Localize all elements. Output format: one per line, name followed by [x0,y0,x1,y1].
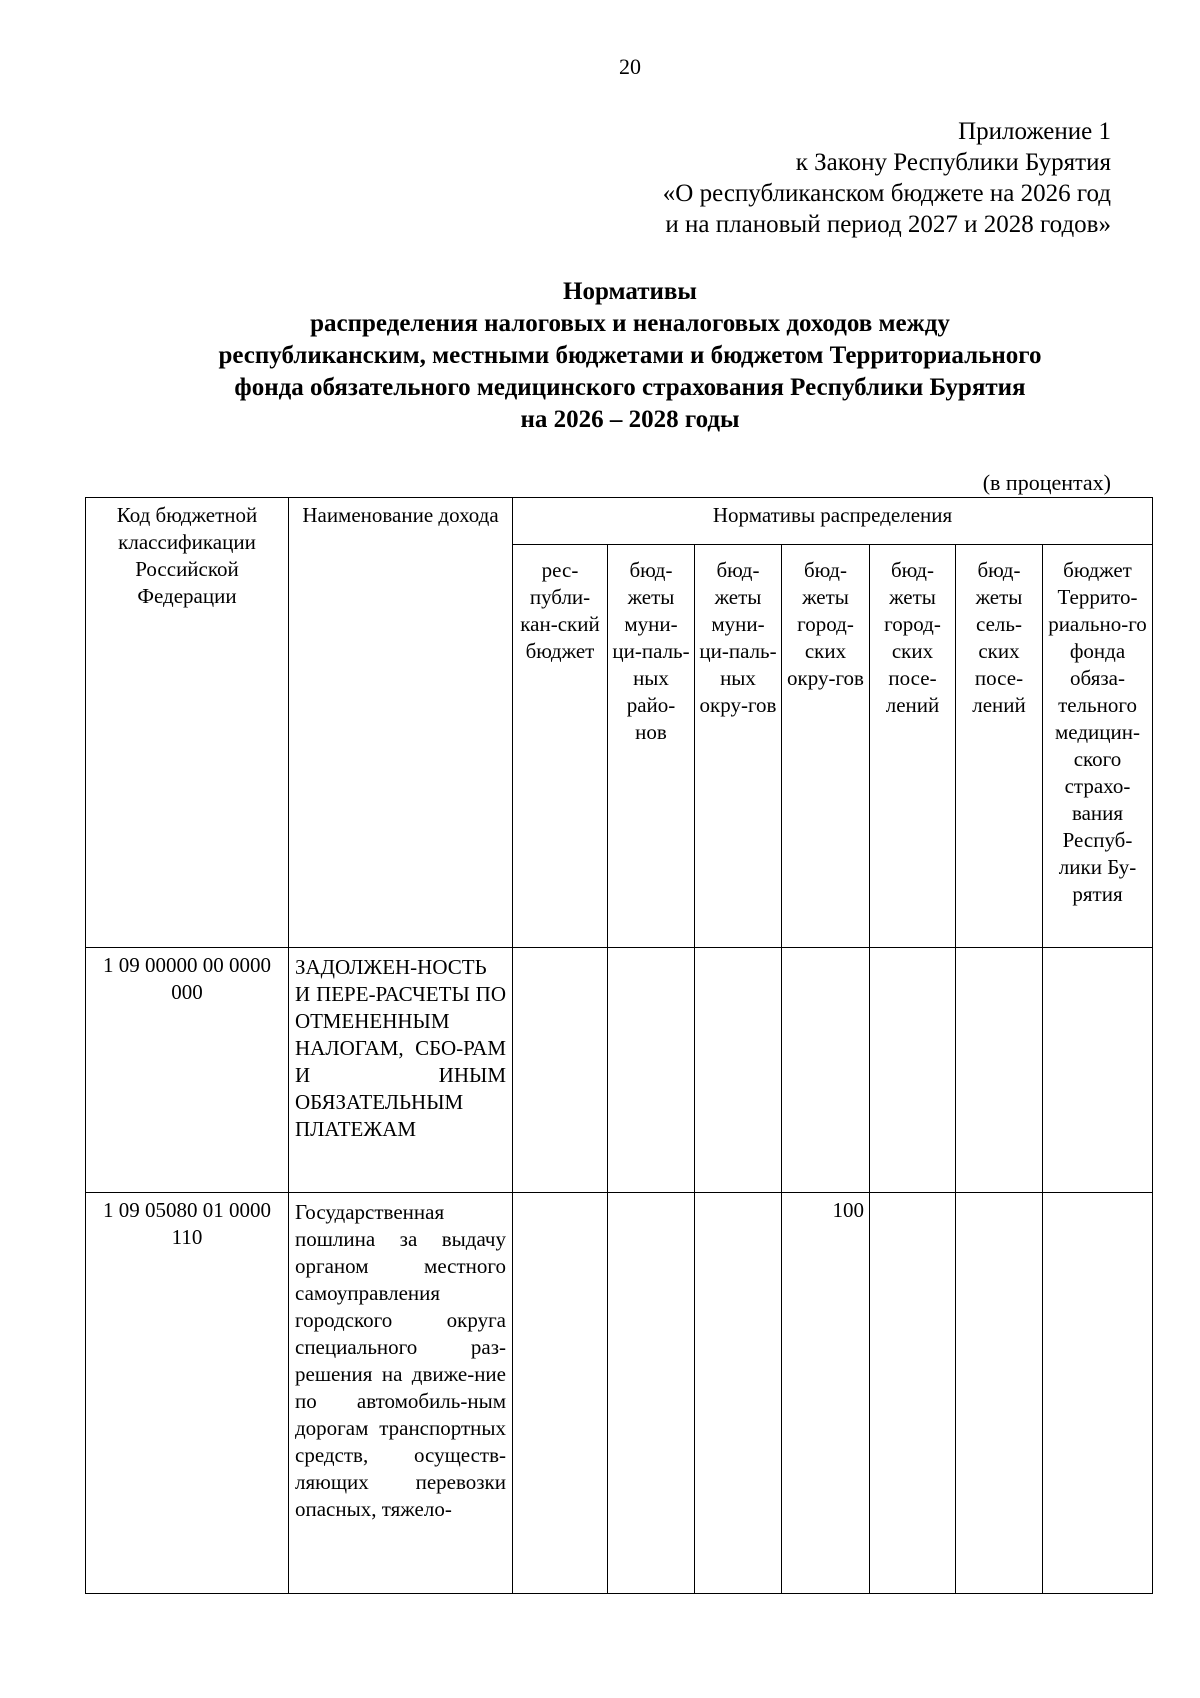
row-value [695,1193,782,1594]
row-name: Государственная пошлина за выдачу органом местного самоуправления городского округа специального раз-решения на движе-ние по автомобиль-ным дорогам транспортных средств, осуществ-ляющих перевозки опасных, тяжело- [289,1193,513,1594]
header-column: бюд-жеты муни-ци-паль-ных райо-нов [608,545,695,948]
row-value [956,1193,1043,1594]
appendix-reference [663,116,1111,240]
page-number: 20 [619,54,641,79]
row-value [782,948,870,1193]
header-column: бюд-жеты город-ских посе-лений [870,545,956,948]
header-column: рес-публи-кан-ский бюджет [513,545,608,948]
row-name: ЗАДОЛЖЕН-НОСТЬ И ПЕРЕ-РАСЧЕТЫ ПО ОТМЕНЕННЫМ НАЛОГАМ, СБО-РАМ И ИНЫМ ОБЯЗАТЕЛЬНЫМ ПЛАТЕЖАМ [289,948,513,1193]
row-value [608,1193,695,1594]
header-column: бюд-жеты муни-ци-паль-ных окру-гов [695,545,782,948]
row-value [1043,948,1153,1193]
table-row [86,1193,1153,1594]
appendix-line: «О республиканском бюджете на 2026 год [662,180,1111,207]
header-norms-group: Нормативы распределения [513,498,1153,545]
header-column: бюджет Террито-риально-го фонда обяза-тельного медицин-ского страхо-вания Респуб-лики Бу-рятия [1043,545,1153,948]
title-line: распределения налоговых и неналоговых доходов между [310,310,950,337]
header-column: бюд-жеты город-ских окру-гов [782,545,870,948]
row-value [870,1193,956,1594]
row-value [870,948,956,1193]
document-title [0,276,1200,436]
row-value: 100 [782,1193,870,1594]
header-code: Код бюджетной классификации Российской Федерации [86,498,289,948]
row-value [513,1193,608,1594]
appendix-line: к Закону Республики Бурятия [795,149,1111,176]
row-value [956,948,1043,1193]
appendix-line: и на плановый период 2027 и 2028 годов» [665,211,1111,238]
unit-note: (в процентах) [982,470,1111,495]
title-line: фонда обязательного медицинского страхования Республики Бурятия [234,374,1026,401]
row-value [608,948,695,1193]
row-code: 1 09 05080 01 0000 110 [86,1193,289,1594]
header-name: Наименование дохода [289,498,513,948]
row-code: 1 09 00000 00 0000 000 [86,948,289,1193]
appendix-line: Приложение 1 [958,118,1111,145]
row-value [1043,1193,1153,1594]
title-line: республиканским, местными бюджетами и бюджетом Территориального [218,342,1042,369]
table-header-row [86,498,1153,545]
norms-table [85,497,1153,1594]
title-line: на 2026 – 2028 годы [520,406,740,433]
table-row [86,948,1153,1193]
row-value [695,948,782,1193]
title-line: Нормативы [563,278,697,305]
header-column: бюд-жеты сель-ских посе-лений [956,545,1043,948]
row-value [513,948,608,1193]
